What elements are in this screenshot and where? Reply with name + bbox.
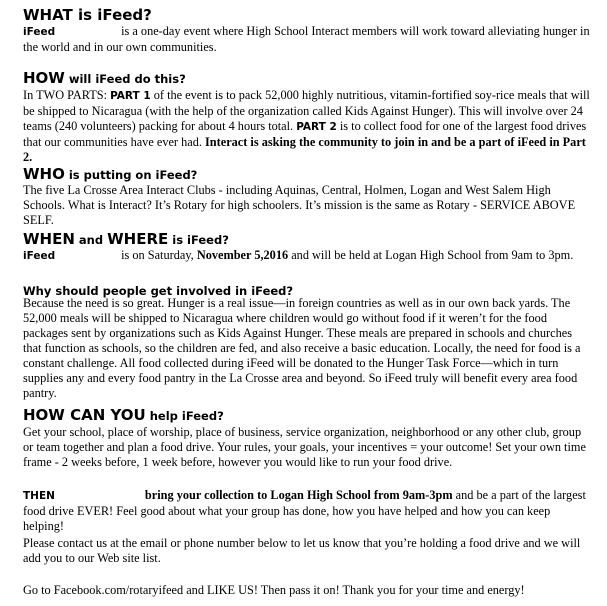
when-text-post: and will be held at Logan High School from 9am to 3pm. (288, 248, 574, 262)
then-label: THEN (23, 490, 55, 502)
what-heading (23, 5, 152, 24)
then-rest-text: and be a part of the largest food drive EVER! Feel good about what your group has done, how you have helped and how you can keep helping! (23, 488, 586, 533)
why-paragraph (23, 296, 593, 401)
when-heading-and: and (74, 233, 108, 247)
how-part1-label: PART 1 (110, 90, 151, 102)
how-can-you-heading-big: HOW CAN YOU (23, 406, 146, 424)
who-heading-big: WHO (23, 165, 65, 183)
how-paragraph (23, 88, 593, 165)
how-text-4: Interact is asking the community to join in and be a part of iFeed in Part 2. (23, 135, 586, 164)
who-body: The five La Crosse Area Interact Clubs - including Aquinas, Central, Holmen, Logan and West Salem High Schools. What is Interact? It’s Rotary for high schoolers. It’s mission is the same as Rotary - SERVICE ABOVE SELF. (23, 183, 576, 227)
how-heading-big: HOW (23, 69, 65, 87)
when-text-pre: is on Saturday, (121, 248, 197, 262)
who-heading (23, 164, 197, 183)
when-ifeed-name: iFeed (23, 250, 56, 262)
then-bold-text: bring your collection to Logan High School from 9am-3pm (144, 488, 453, 502)
event-date: November 5,2016 (196, 248, 289, 262)
then-paragraph (23, 488, 593, 534)
when-where-heading (23, 229, 229, 248)
contact-paragraph (23, 536, 593, 566)
how-part2-label: PART 2 (296, 121, 337, 133)
what-ifeed-name: iFeed (23, 26, 56, 38)
why-body: Because the need is so great. Hunger is a real issue—in foreign countries as well as in our own back yards. The 52,000 meals will be shipped to Nicaragua where children would go without food if it weren’t for the food packages sent by organizations such as Kids Against Hunger. These meals are prepared in schools and churches that function as schools, so the children are fed, and also receive a basic education. Locally, the need for food is a constant challenge. All food collected during iFeed will be donated to the Hunger Task Force—which in turn supplies any and every food pantry in the La Crosse area and beyond. So iFeed truly will benefit every area food pantry. (23, 296, 581, 400)
who-heading-small: is putting on iFeed? (64, 168, 198, 182)
who-paragraph (23, 183, 593, 228)
facebook-body: Go to Facebook.com/rotaryifeed and LIKE US! Then pass it on! Thank you for your time and energy! (23, 583, 525, 597)
why-heading-text: Why should people get involved in iFeed? (23, 284, 294, 298)
what-heading-text: WHAT is iFeed? (23, 6, 152, 24)
when-paragraph (23, 248, 593, 264)
how-text-1: In TWO PARTS: (23, 88, 111, 102)
when-heading-small: is iFeed? (168, 233, 229, 247)
contact-body: Please contact us at the email or phone number below to let us know that you’re holding a food drive and we will add you to our Web site list. (23, 536, 581, 565)
how-heading-small: will iFeed do this? (64, 72, 186, 86)
how-can-you-body: Get your school, place of worship, place of business, service organization, neighborhood or any other club, group or team together and plan a food drive. Your rules, your goals, your incentives = your outcome! Set your own time frame - 2 weeks before, 1 week before, however you would like to run your food drive. (23, 425, 586, 469)
how-can-you-heading-small: help iFeed? (145, 409, 224, 423)
how-heading (23, 68, 186, 87)
facebook-paragraph (23, 583, 593, 598)
how-text-3: is to collect food for one of the largest food drives that our communities have ever had. (23, 119, 587, 149)
what-body: is a one-day event where High School Interact members will work toward alleviating hunger in the world and in our own communities. (23, 24, 590, 54)
when-heading-big: WHEN (23, 230, 75, 248)
how-can-you-paragraph (23, 425, 593, 470)
how-can-you-heading (23, 405, 224, 424)
how-text-2: of the event is to pack 52,000 highly nutritious, vitamin-fortified soy-rice meals that will be shipped to Nicaragua (with the help of the organization called Kids Against Hunger). This will involve over 24 teams (240 volunteers) packing for about 4 hours total. (23, 88, 590, 133)
where-heading-big: WHERE (107, 230, 169, 248)
what-paragraph (23, 24, 593, 55)
